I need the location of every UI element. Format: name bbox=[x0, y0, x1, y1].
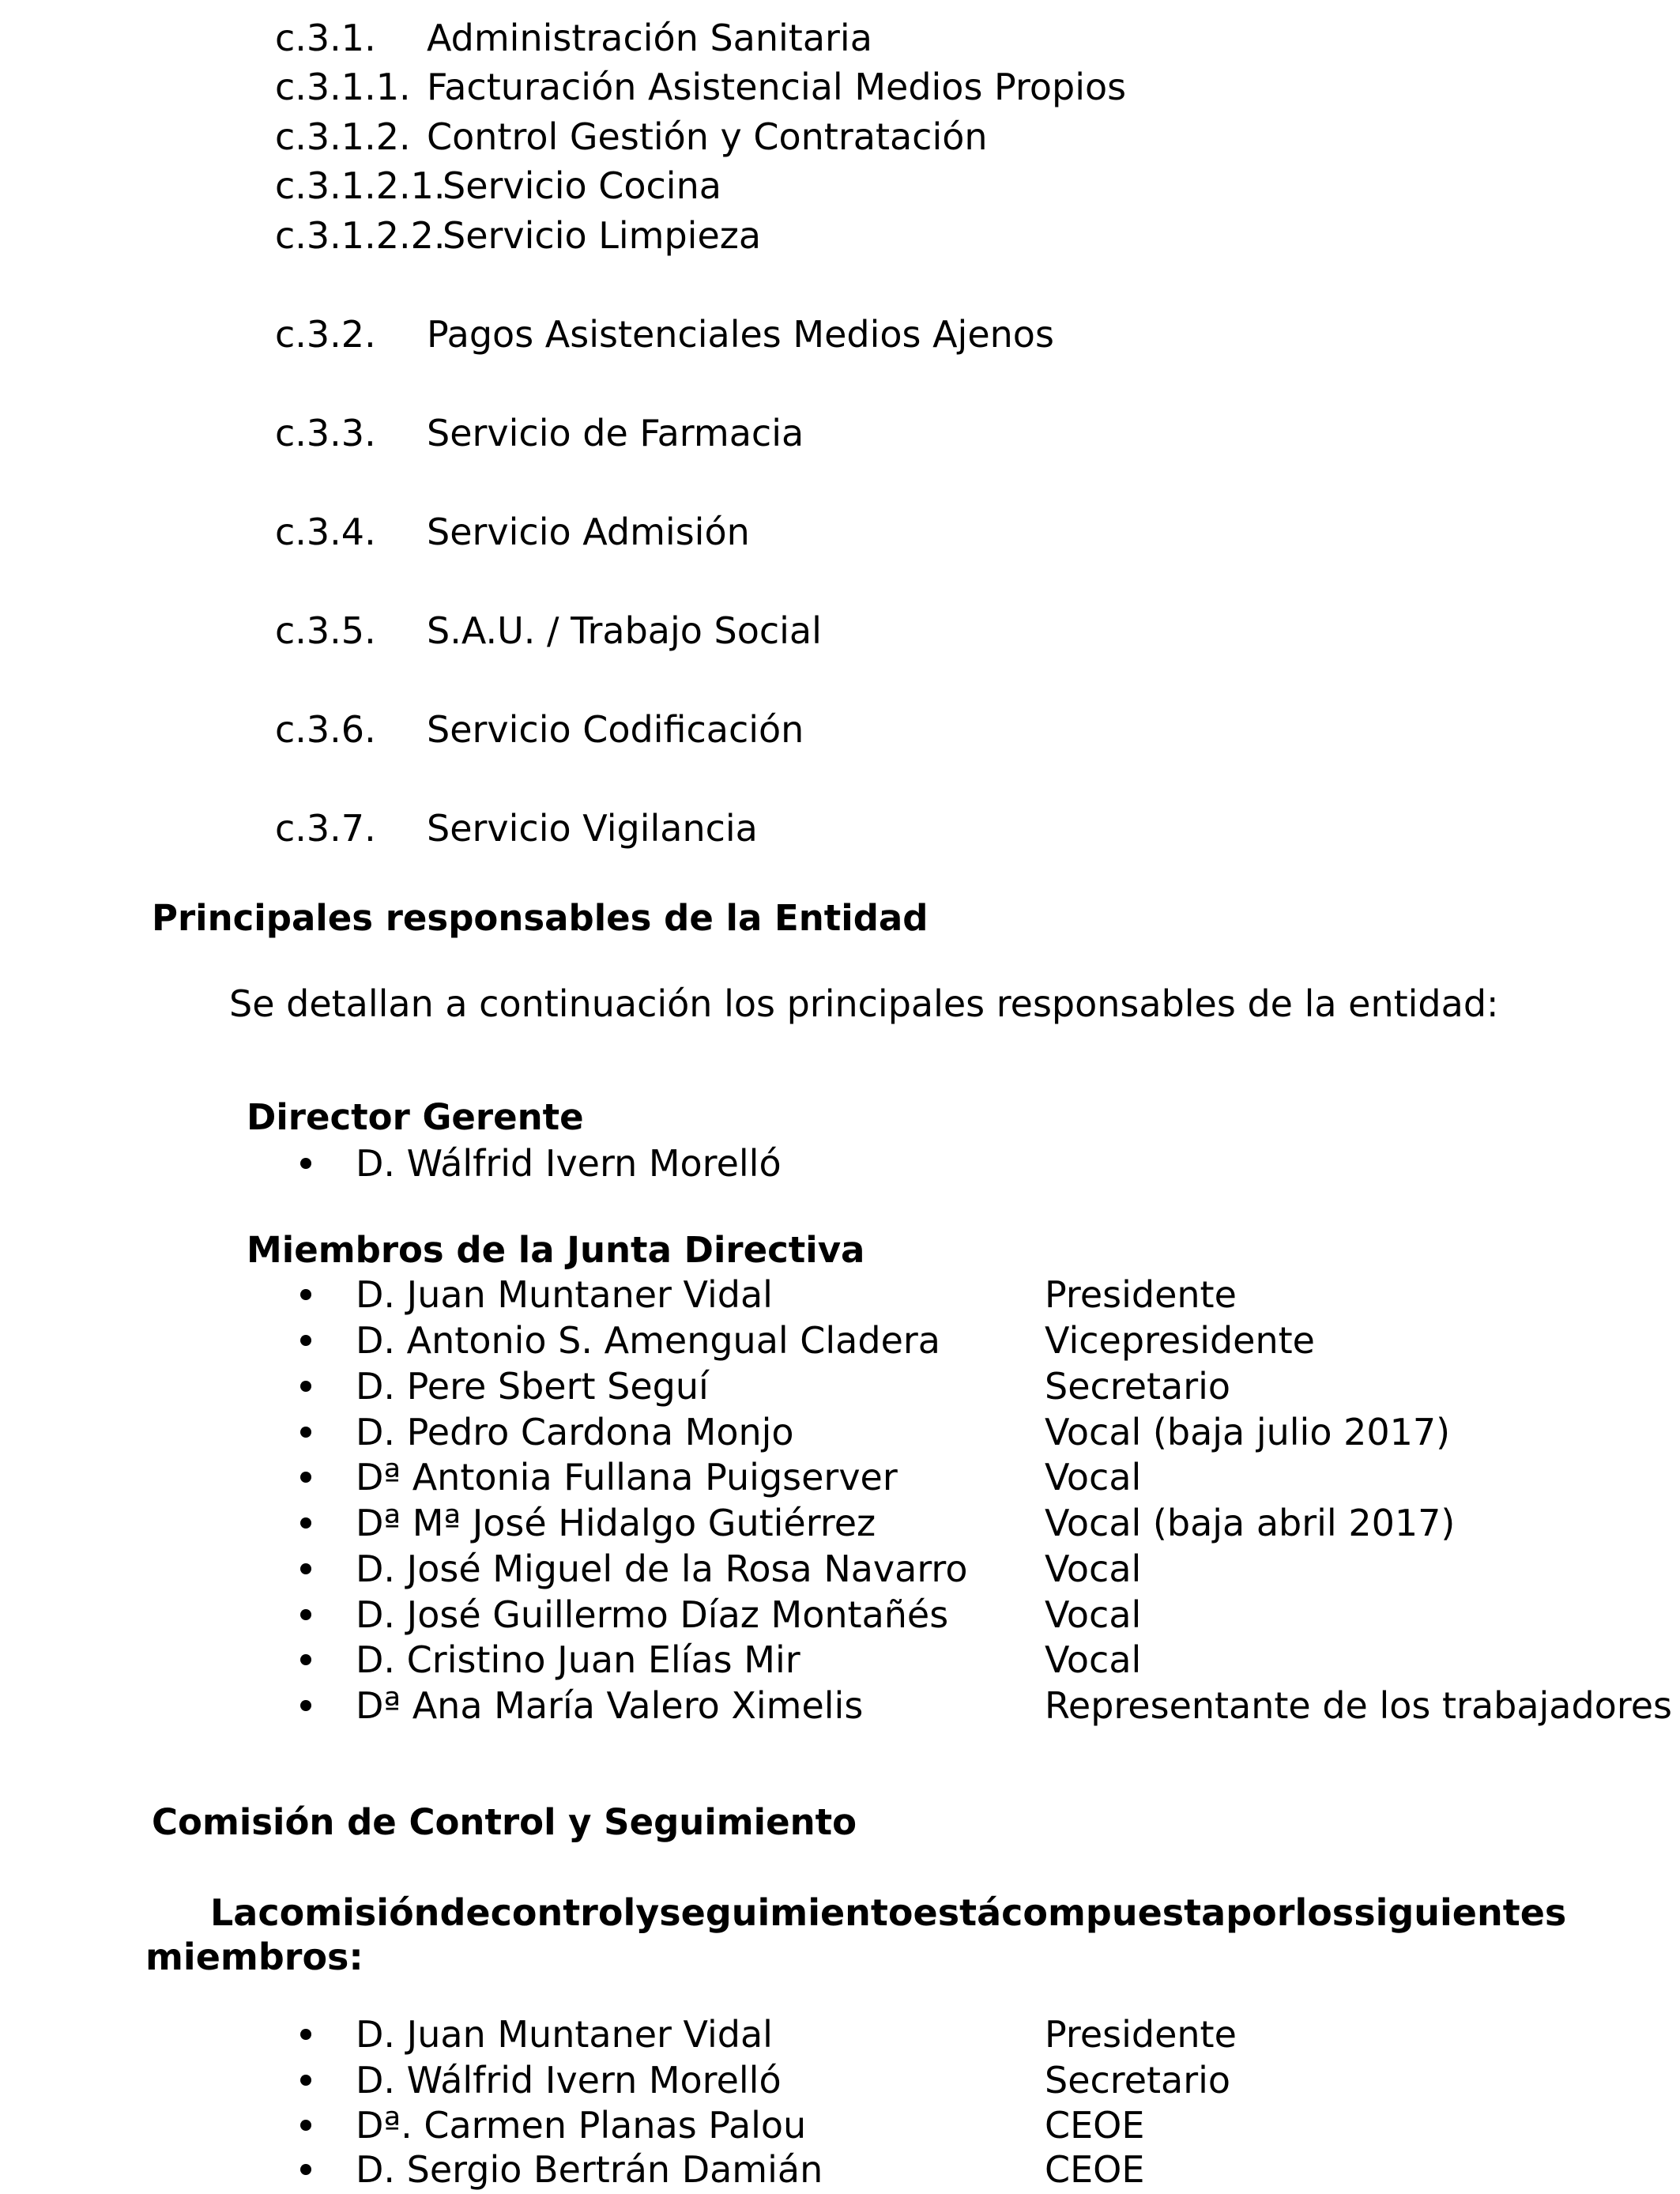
outline-text: S.A.U. / Trabajo Social bbox=[427, 609, 822, 652]
person-role: Vocal bbox=[1045, 1547, 1142, 1590]
outline-text: Facturación Asistencial Medios Propios bbox=[427, 66, 1127, 108]
section-heading-comision: Comisión de Control y Seguimiento bbox=[152, 1801, 857, 1843]
bullet-icon bbox=[300, 1700, 311, 1711]
intro-word: compuesta bbox=[1001, 1891, 1226, 1934]
list-item bbox=[0, 1454, 1680, 1500]
section-intro bbox=[145, 1891, 1567, 1979]
person-name: D. José Miguel de la Rosa Navarro bbox=[356, 1547, 968, 1590]
person-name: D. Sergio Bertrán Damián bbox=[356, 2148, 823, 2191]
intro-word: seguimiento bbox=[659, 1891, 913, 1934]
person-name: Dª Mª José Hidalgo Gutiérrez bbox=[356, 1502, 876, 1544]
list-item bbox=[0, 1500, 1680, 1546]
person-role: CEOE bbox=[1045, 2148, 1145, 2191]
person-name: D. Juan Muntaner Vidal bbox=[356, 2013, 773, 2056]
bullet-icon bbox=[300, 2164, 311, 2175]
person-role: Vocal (baja abril 2017) bbox=[1045, 1502, 1456, 1544]
person-name: D. Pedro Cardona Monjo bbox=[356, 1411, 794, 1453]
subheading-board: Miembros de la Junta Directiva bbox=[247, 1229, 865, 1271]
intro-word: y bbox=[635, 1891, 660, 1934]
person-name: Dª. Carmen Planas Palou bbox=[356, 2104, 807, 2147]
bullet-icon bbox=[300, 2120, 311, 2131]
outline-number: c.3.3. bbox=[275, 412, 376, 454]
person-name: Dª Ana María Valero Ximelis bbox=[356, 1684, 864, 1727]
outline-number: c.3.2. bbox=[275, 313, 376, 356]
outline-number: c.3.5. bbox=[275, 609, 376, 652]
outline-text: Servicio Admisión bbox=[427, 511, 750, 553]
outline-text: Servicio de Farmacia bbox=[427, 412, 804, 454]
person-name: D. Antonio S. Amengual Cladera bbox=[356, 1319, 940, 1362]
intro-line: miembros: bbox=[145, 1936, 363, 1978]
bullet-icon bbox=[300, 2075, 311, 2086]
bullet-icon bbox=[300, 1158, 311, 1169]
person-role: Vocal bbox=[1045, 1593, 1142, 1636]
outline-number: c.3.7. bbox=[275, 807, 376, 850]
intro-word: por bbox=[1226, 1891, 1295, 1934]
intro-word: los bbox=[1294, 1891, 1354, 1934]
section-intro: Se detallan a continuación los principales responsables de la entidad: bbox=[229, 982, 1499, 1025]
list-item bbox=[0, 1683, 1680, 1728]
person-role: CEOE bbox=[1045, 2104, 1145, 2147]
intro-word: siguientes bbox=[1354, 1891, 1567, 1934]
intro-word: comisión bbox=[258, 1891, 440, 1934]
person-role: Representante de los trabajadores bbox=[1045, 1684, 1672, 1727]
bullet-icon bbox=[300, 1609, 311, 1620]
bullet-icon bbox=[300, 1472, 311, 1483]
intro-word: está bbox=[913, 1891, 1002, 1934]
outline-text: Administración Sanitaria bbox=[427, 17, 872, 59]
outline-text: Servicio Codificación bbox=[427, 708, 804, 751]
person-name: D. Wálfrid Ivern Morelló bbox=[356, 2059, 782, 2102]
outline-number: c.3.6. bbox=[275, 708, 376, 751]
person-name: D. Juan Muntaner Vidal bbox=[356, 1273, 773, 1316]
bullet-icon bbox=[300, 1335, 311, 1346]
bullet-icon bbox=[300, 1563, 311, 1574]
person-role: Presidente bbox=[1045, 1273, 1237, 1316]
outline-number: c.3.1.2.2. bbox=[275, 214, 446, 257]
subheading-director: Director Gerente bbox=[247, 1096, 584, 1138]
outline-number: c.3.1.2.1. bbox=[275, 164, 446, 207]
intro-word: control bbox=[490, 1891, 636, 1934]
list-item bbox=[0, 1140, 1680, 1186]
list-item bbox=[0, 2011, 1680, 2057]
bullet-icon bbox=[300, 1654, 311, 1665]
person-role: Secretario bbox=[1045, 2059, 1231, 2102]
bullet-icon bbox=[300, 2029, 311, 2040]
list-item bbox=[0, 1318, 1680, 1363]
person-name: Dª Antonia Fullana Puigserver bbox=[356, 1456, 898, 1498]
person-role: Vocal bbox=[1045, 1638, 1142, 1681]
list-item bbox=[0, 2147, 1680, 2192]
person-role: Secretario bbox=[1045, 1365, 1231, 1408]
person-role: Vicepresidente bbox=[1045, 1319, 1315, 1362]
outline-number: c.3.4. bbox=[275, 511, 376, 553]
outline-text: Servicio Cocina bbox=[443, 164, 721, 207]
bullet-icon bbox=[300, 1517, 311, 1529]
person-name: D. Cristino Juan Elías Mir bbox=[356, 1638, 800, 1681]
person-role: Vocal bbox=[1045, 1456, 1142, 1498]
intro-word: de bbox=[439, 1891, 491, 1934]
list-item bbox=[0, 1363, 1680, 1409]
list-item bbox=[0, 1272, 1680, 1318]
person-role: Vocal (baja julio 2017) bbox=[1045, 1411, 1451, 1453]
intro-line bbox=[145, 1891, 1567, 1935]
list-item bbox=[0, 1546, 1680, 1592]
bullet-icon bbox=[300, 1289, 311, 1300]
person-name: D. José Guillermo Díaz Montañés bbox=[356, 1593, 949, 1636]
person-name: D. Pere Sbert Seguí bbox=[356, 1365, 709, 1408]
outline-number: c.3.1. bbox=[275, 17, 376, 59]
intro-word: La bbox=[210, 1891, 258, 1934]
outline-number: c.3.1.2. bbox=[275, 115, 411, 158]
list-item bbox=[0, 1409, 1680, 1455]
section-heading-responsables: Principales responsables de la Entidad bbox=[152, 897, 929, 939]
outline-number: c.3.1.1. bbox=[275, 66, 411, 108]
list-item bbox=[0, 2057, 1680, 2103]
bullet-icon bbox=[300, 1427, 311, 1438]
list-item bbox=[0, 1637, 1680, 1683]
outline-text: Pagos Asistenciales Medios Ajenos bbox=[427, 313, 1054, 356]
list-item bbox=[0, 1592, 1680, 1638]
outline-text: Control Gestión y Contratación bbox=[427, 115, 988, 158]
outline-text: Servicio Vigilancia bbox=[427, 807, 758, 850]
person-role: Presidente bbox=[1045, 2013, 1237, 2056]
bullet-icon bbox=[300, 1381, 311, 1392]
list-item bbox=[0, 2102, 1680, 2148]
person-name: D. Wálfrid Ivern Morelló bbox=[356, 1142, 782, 1185]
outline-text: Servicio Limpieza bbox=[443, 214, 762, 257]
